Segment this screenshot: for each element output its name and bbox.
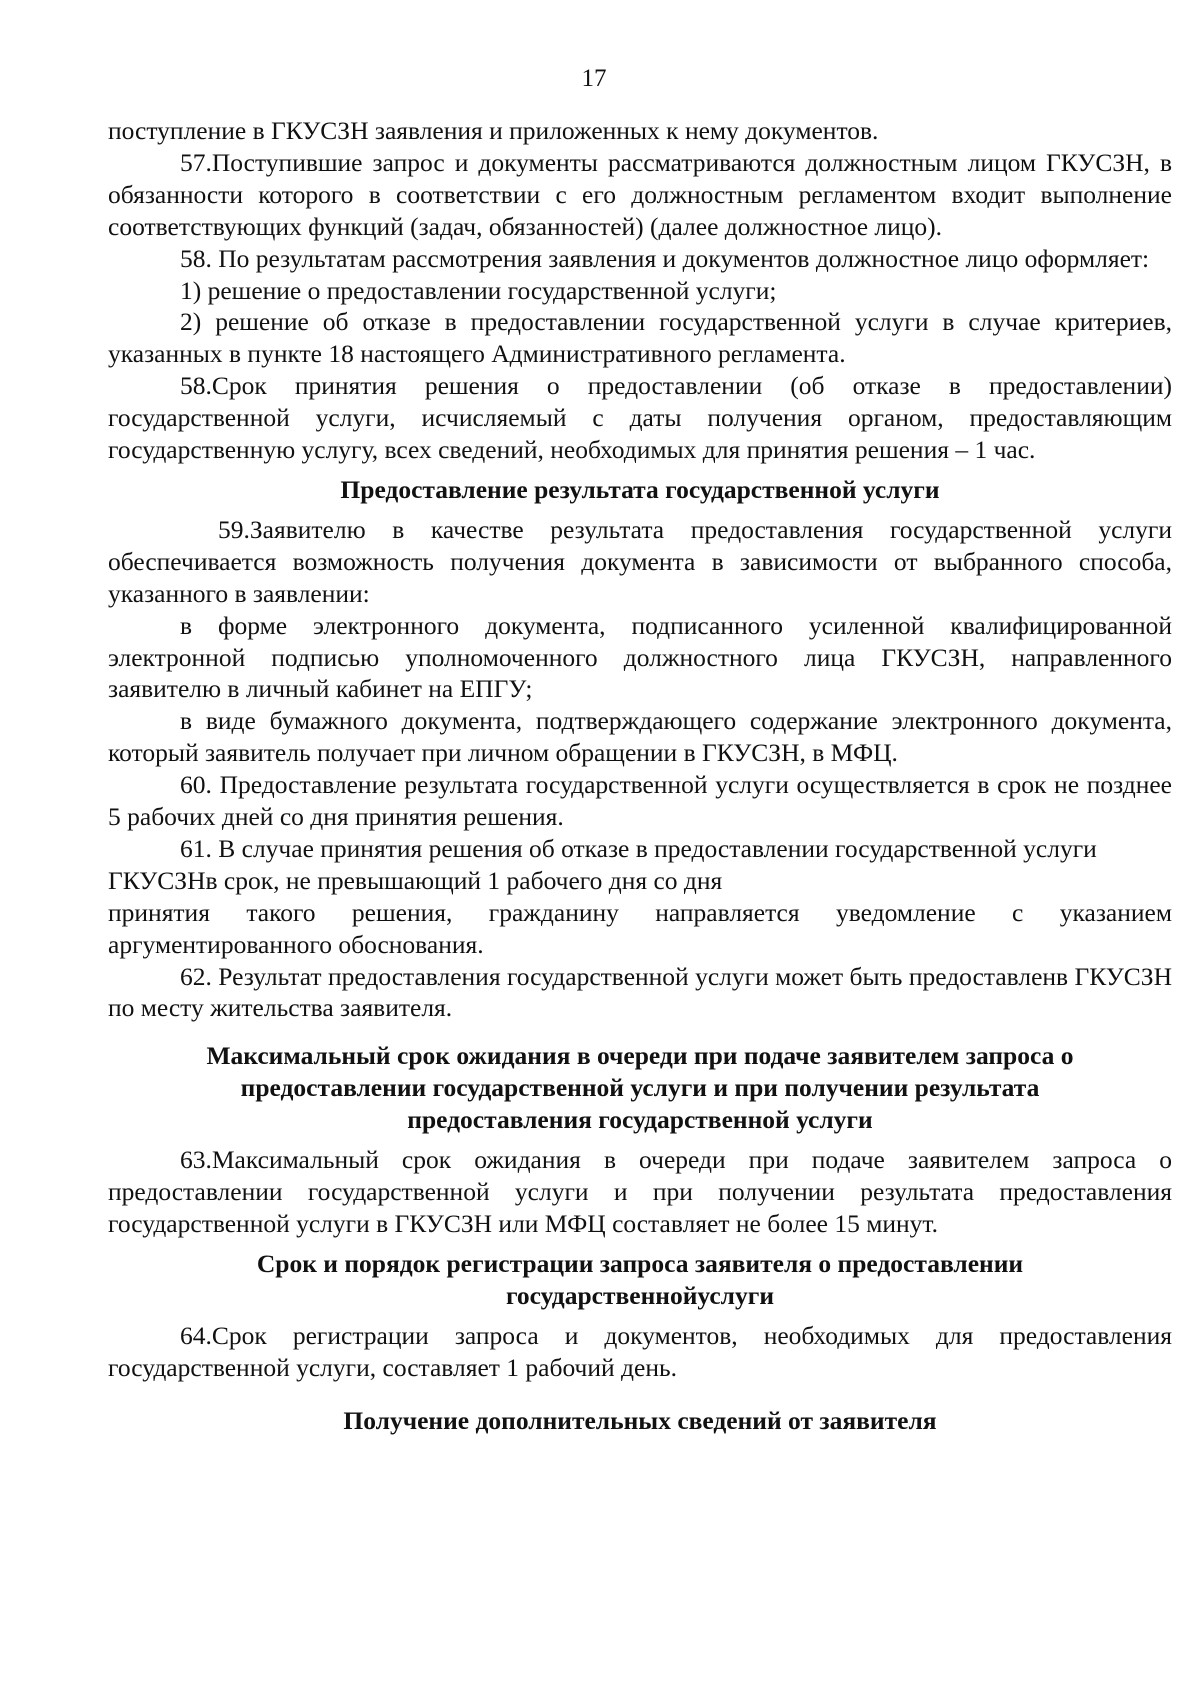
paragraph-64: 64.Срок регистрации запроса и документов, необходимых для предоставления государственной услуги, составляет 1 рабочий день.	[108, 1320, 1172, 1382]
heading-line: предоставления государственной услуги	[407, 1105, 873, 1135]
page-number: 17	[581, 65, 607, 92]
paragraph-59-item-2: в виде бумажного документа, подтверждающего содержание электронного документа, который заявитель получает при личном обращении в ГКУСЗН, в МФЦ.	[108, 706, 1172, 768]
paragraph-60: 60. Предоставление результата государственной услуги осуществляется в срок не позднее 5 рабочих дней со дня принятия решения.	[108, 770, 1172, 832]
paragraph-63: 63.Максимальный срок ожидания в очереди при подаче заявителем запроса о предоставлении государственной услуги и при получении результата предоставления государственной услуги в ГКУСЗН или МФЦ составляет не более 15 минут.	[108, 1145, 1172, 1238]
section-heading-result: Предоставление результата государственной услуги	[340, 474, 940, 504]
paragraph-62: 62. Результат предоставления государственной услуги может быть предоставленв ГКУСЗН по месту жительства заявителя.	[108, 961, 1172, 1023]
paragraph-61-part-1: 61. В случае принятия решения об отказе в предоставлении государственной услуги ГКУСЗНв срок, не превышающий 1 рабочего дня со дня	[108, 833, 1097, 895]
paragraph-58-item-1: 1) решение о предоставлении государственной услуги;	[180, 275, 777, 305]
document-body	[108, 115, 1172, 1437]
paragraph-59-item-1: в форме электронного документа, подписанного усиленной квалифицированной электронной подписью уполномоченного должностного лица ГКУСЗН, направленного заявителю в личный кабинет на ЕПГУ;	[108, 610, 1172, 704]
heading-line: государственнойуслуги	[505, 1280, 775, 1310]
paragraph-58: 58. По результатам рассмотрения заявления и документов должностное лицо оформляет:	[180, 243, 1150, 273]
heading-line: Максимальный срок ожидания в очереди при подаче заявителем запроса о	[206, 1041, 1074, 1071]
heading-line: предоставлении государственной услуги и при получении результата	[240, 1073, 1040, 1103]
paragraph-58-item-2: 2) решение об отказе в предоставлении государственной услуги в случае критериев, указанных в пункте 18 настоящего Административного регламента.	[108, 307, 1172, 369]
paragraph-61-part-2: принятия такого решения, гражданину направляется уведомление с указанием аргументированного обоснования.	[108, 897, 1172, 959]
paragraph-59: 59.Заявителю в качестве результата предоставления государственной услуги обеспечивается возможность получения документа в зависимости от выбранного способа, указанного в заявлении:	[108, 514, 1172, 608]
section-heading-registration	[108, 1248, 1172, 1312]
paragraph-58-deadline: 58.Срок принятия решения о предоставлении (об отказе в предоставлении) государственной услуги, исчисляемый с даты получения органом, предоставляющим государственную услугу, всех сведений, необходимых для принятия решения – 1 час.	[108, 371, 1172, 465]
heading-line: Срок и порядок регистрации запроса заявителя о предоставлении	[256, 1248, 1024, 1278]
section-heading-queue	[108, 1040, 1172, 1136]
section-heading-additional-info: Получение дополнительных сведений от заявителя	[343, 1406, 937, 1436]
paragraph-57: 57.Поступившие запрос и документы рассматриваются должностным лицом ГКУСЗН, в обязанности которого в соответствии с его должностным регламентом входит выполнение соответствующих функций (задач, обязанностей) (далее должностное лицо).	[108, 147, 1172, 241]
paragraph-continuation: поступление в ГКУСЗН заявления и приложенных к нему документов.	[108, 116, 879, 145]
